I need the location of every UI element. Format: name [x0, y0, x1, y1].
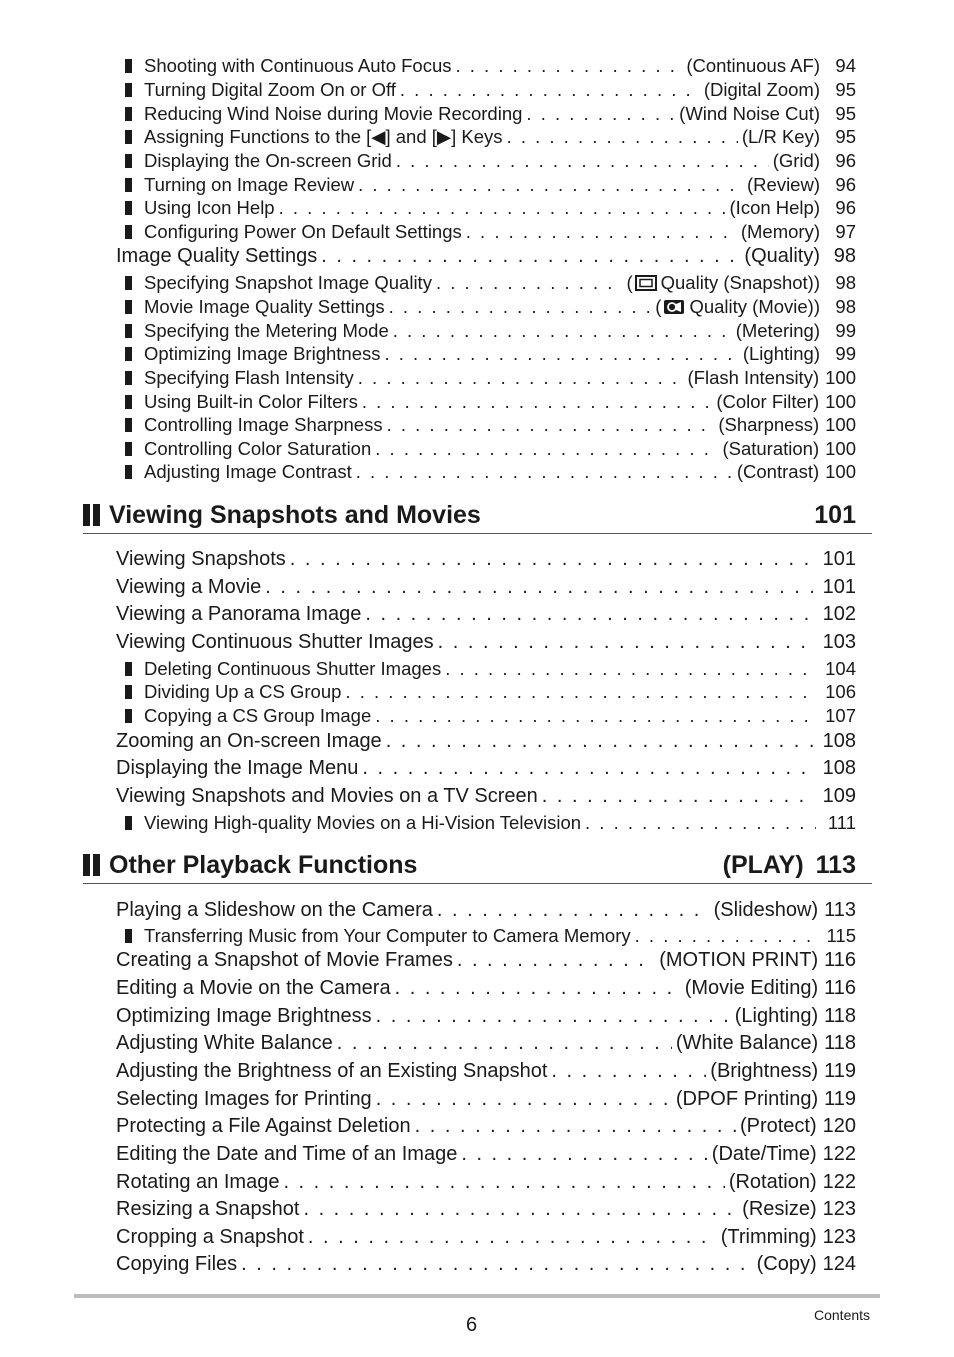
entry-ref: (Saturation) [722, 438, 820, 459]
toc-entry[interactable] [116, 1086, 856, 1113]
entry-page: 100 [825, 438, 856, 459]
entry-title: Displaying the On-screen Grid [144, 150, 392, 171]
toc-entry[interactable] [125, 295, 856, 318]
leader-dots [389, 295, 652, 318]
entry-ref: (Icon Help) [729, 197, 820, 218]
leader-dots [396, 149, 769, 172]
leader-dots [526, 102, 675, 125]
entry-title: Using Built-in Color Filters [144, 391, 358, 412]
leader-dots [466, 220, 737, 243]
entry-title: Resizing a Snapshot [116, 1198, 300, 1220]
entry-page: 101 [822, 548, 856, 570]
toc-entry[interactable] [116, 1141, 856, 1168]
leader-dots [507, 125, 738, 148]
entry-page: 119 [824, 1088, 856, 1110]
bullet-icon [125, 107, 132, 121]
leader-dots [362, 755, 812, 782]
entry-title: Cropping a Snapshot [116, 1226, 304, 1248]
leader-dots [635, 924, 816, 947]
entry-page: 123 [822, 1226, 856, 1248]
toc-entry[interactable] [125, 173, 856, 196]
toc-entry[interactable] [125, 413, 856, 436]
entry-page: 97 [835, 221, 856, 242]
entry-page: 101 [822, 576, 856, 598]
toc-entry[interactable] [125, 220, 856, 243]
entry-title: Specifying the Metering Mode [144, 320, 389, 341]
entry-ref: (Protect) [739, 1115, 817, 1137]
toc-entry[interactable] [116, 755, 856, 782]
leader-dots [585, 811, 816, 834]
entry-title: Editing the Date and Time of an Image [116, 1143, 458, 1165]
leader-dots [290, 546, 813, 573]
leader-dots [456, 54, 683, 77]
entry-title: Viewing Snapshots [116, 548, 286, 570]
toc-entry[interactable] [125, 390, 856, 413]
toc-entry[interactable] [125, 125, 856, 148]
entry-page: 122 [822, 1171, 856, 1193]
leader-dots [415, 1113, 736, 1140]
leader-dots [283, 1169, 724, 1196]
entry-title: Optimizing Image Brightness [144, 343, 381, 364]
entry-title: Adjusting the Brightness of an Existing Snapshot [116, 1060, 548, 1082]
toc-entry[interactable] [125, 657, 856, 680]
bullet-icon [125, 685, 132, 699]
leader-dots [265, 574, 812, 601]
movie-icon [663, 299, 685, 315]
leader-dots [437, 897, 710, 924]
leader-dots [375, 704, 815, 727]
entry-title: Editing a Movie on the Camera [116, 977, 391, 999]
entry-page: 118 [824, 1005, 856, 1027]
entry-page: 98 [835, 296, 856, 317]
entry-page: 95 [835, 79, 856, 100]
leader-dots [358, 366, 684, 389]
entry-ref: (Sharpness) [718, 414, 820, 435]
entry-title: Deleting Continuous Shutter Images [144, 658, 442, 679]
entry-ref: (Movie Editing) [684, 977, 819, 999]
toc-entry[interactable] [125, 319, 856, 342]
bullet-icon [125, 816, 132, 830]
entry-title: Viewing a Movie [116, 576, 262, 598]
toc-entry[interactable] [125, 366, 856, 389]
entry-title: Viewing Continuous Shutter Images [116, 631, 434, 653]
toc-entry[interactable] [125, 680, 856, 703]
entry-ref: (Contrast) [736, 461, 820, 482]
entry-ref: (Copy) [756, 1253, 817, 1275]
leader-dots [321, 243, 740, 270]
entry-page: 98 [835, 272, 856, 293]
entry-title: Configuring Power On Default Settings [144, 221, 462, 242]
entry-title: Zooming an On-screen Image [116, 730, 382, 752]
leader-dots [241, 1251, 752, 1278]
entry-page: 95 [835, 126, 856, 147]
entry-page: 123 [822, 1198, 856, 1220]
entry-title: Turning on Image Review [144, 174, 355, 195]
entry-title: Controlling Color Saturation [144, 438, 372, 459]
leader-dots [337, 1030, 672, 1057]
toc-entry[interactable] [116, 601, 856, 628]
entry-title: Viewing Snapshots and Movies on a TV Screen [116, 785, 538, 807]
toc-entry[interactable] [116, 1058, 856, 1085]
entry-title: Dividing Up a CS Group [144, 681, 342, 702]
entry-page: 100 [825, 367, 856, 388]
entry-page: 124 [822, 1253, 856, 1275]
entry-page: 122 [822, 1143, 856, 1165]
toc-entry[interactable] [116, 546, 856, 573]
leader-dots [395, 975, 681, 1002]
section-page: 113 [815, 850, 856, 879]
entry-title: Copying a CS Group Image [144, 705, 372, 726]
bullet-icon [125, 59, 132, 73]
entry-title: Selecting Images for Printing [116, 1088, 372, 1110]
bullet-icon [125, 465, 132, 479]
bullet-icon [125, 662, 132, 676]
entry-title: Turning Digital Zoom On or Off [144, 79, 396, 100]
leader-dots [358, 173, 743, 196]
leader-dots [551, 1058, 706, 1085]
leader-dots [542, 783, 813, 810]
entry-title: Creating a Snapshot of Movie Frames [116, 949, 453, 971]
bullet-icon [125, 225, 132, 239]
entry-title: Copying Files [116, 1253, 238, 1275]
entry-ref: (Review) [747, 174, 820, 195]
leader-dots [356, 460, 733, 483]
entry-ref: (Lighting) [742, 343, 820, 364]
entry-page: 100 [825, 461, 856, 482]
entry-ref: (Wind Noise Cut) [679, 103, 820, 124]
entry-ref: (Digital Zoom) [703, 79, 820, 100]
leader-dots [362, 390, 713, 413]
entry-page: 113 [824, 899, 856, 921]
bullet-icon [125, 418, 132, 432]
bullet-icon [125, 395, 132, 409]
entry-ref: (Metering) [735, 320, 820, 341]
toc-entry[interactable] [116, 897, 856, 924]
leader-dots [461, 1141, 707, 1168]
leader-dots [303, 1196, 738, 1223]
toc-entry[interactable] [116, 783, 856, 810]
entry-page: 102 [822, 603, 856, 625]
entry-page: 108 [822, 757, 856, 779]
entry-page: 120 [822, 1115, 856, 1137]
bullet-icon [125, 178, 132, 192]
entry-page: 99 [835, 320, 856, 341]
entry-title: Reducing Wind Noise during Movie Recording [144, 103, 523, 124]
entry-title: Shooting with Continuous Auto Focus [144, 55, 452, 76]
entry-page: 100 [825, 391, 856, 412]
entry-title: Optimizing Image Brightness [116, 1005, 372, 1027]
leader-dots [438, 629, 813, 656]
entry-page: 104 [825, 658, 856, 679]
entry-title: Assigning Functions to the [◀] and [▶] Keys [144, 126, 503, 147]
entry-ref: (Slideshow) [713, 899, 819, 921]
section-heading-viewing[interactable] [83, 497, 872, 534]
entry-page: 118 [824, 1032, 856, 1054]
toc-entry[interactable] [116, 728, 856, 755]
leader-dots [365, 601, 812, 628]
entry-title: Displaying the Image Menu [116, 757, 359, 779]
entry-title: Protecting a File Against Deletion [116, 1115, 411, 1137]
entry-title: Movie Image Quality Settings [144, 296, 385, 317]
entry-ref: (L/R Key) [741, 126, 820, 147]
entry-ref: (MOTION PRINT) [659, 949, 819, 971]
entry-page: 103 [822, 631, 856, 653]
leader-dots [400, 78, 700, 101]
bullet-icon [125, 442, 132, 456]
entry-ref: ( Quality (Snapshot)) [626, 272, 820, 293]
entry-title: Adjusting Image Contrast [144, 461, 352, 482]
snapshot-icon [635, 275, 657, 291]
toc-entry[interactable] [125, 54, 856, 77]
entry-ref: (Quality) [744, 245, 820, 267]
toc-entry[interactable] [125, 78, 856, 101]
entry-page: 96 [835, 150, 856, 171]
entry-ref: (Color Filter) [716, 391, 820, 412]
leader-dots [436, 271, 623, 294]
section-marker-icon [83, 504, 100, 526]
entry-page: 107 [825, 705, 856, 726]
entry-page: 100 [825, 414, 856, 435]
entry-page: 98 [833, 245, 856, 267]
toc-entry[interactable] [116, 574, 856, 601]
entry-title: Specifying Snapshot Image Quality [144, 272, 432, 293]
toc-entry[interactable] [125, 149, 856, 172]
entry-title: Viewing High-quality Movies on a Hi-Vision Television [144, 812, 582, 833]
entry-ref: (Lighting) [734, 1005, 819, 1027]
leader-dots [375, 437, 718, 460]
entry-page: 116 [824, 949, 856, 971]
entry-ref: (Trimming) [720, 1226, 817, 1248]
entry-ref: (Resize) [742, 1198, 817, 1220]
bullet-icon [125, 324, 132, 338]
leader-dots [376, 1086, 672, 1113]
entry-page: 94 [835, 55, 856, 76]
toc-entry[interactable] [125, 342, 856, 365]
leader-dots [279, 196, 726, 219]
entry-title: Image Quality Settings [116, 245, 318, 267]
entry-ref: (Memory) [740, 221, 820, 242]
toc-entry[interactable] [125, 437, 856, 460]
leader-dots [308, 1224, 717, 1251]
toc-entry[interactable] [125, 196, 856, 219]
entry-title: Rotating an Image [116, 1171, 280, 1193]
leader-dots [393, 319, 732, 342]
entry-ref: (Continuous AF) [686, 55, 820, 76]
toc-entry[interactable] [116, 1030, 856, 1057]
toc-entry[interactable] [125, 460, 856, 483]
toc-entry[interactable] [116, 1224, 856, 1251]
entry-page: 96 [835, 174, 856, 195]
bullet-icon [125, 929, 132, 943]
leader-dots [387, 413, 715, 436]
entry-title: Playing a Slideshow on the Camera [116, 899, 433, 921]
toc-entry[interactable] [116, 1196, 856, 1223]
toc-entry-image-quality[interactable] [116, 243, 856, 270]
entry-page: 95 [835, 103, 856, 124]
toc-entry[interactable] [125, 102, 856, 125]
entry-page: 106 [825, 681, 856, 702]
leader-dots [385, 342, 739, 365]
bullet-icon [125, 709, 132, 723]
entry-page: 116 [824, 977, 856, 999]
toc-entry[interactable] [116, 947, 856, 974]
leader-dots [376, 1003, 731, 1030]
entry-title: Transferring Music from Your Computer to Camera Memory [144, 925, 631, 946]
toc-entry[interactable] [116, 1251, 856, 1278]
entry-title: Specifying Flash Intensity [144, 367, 354, 388]
entry-ref: (Brightness) [710, 1060, 819, 1082]
footer-divider [74, 1294, 880, 1298]
section-heading-playback[interactable] [83, 847, 872, 884]
bullet-icon [125, 347, 132, 361]
bullet-icon [125, 276, 132, 290]
toc-entry[interactable] [116, 629, 856, 656]
section-title: Viewing Snapshots and Movies [109, 500, 481, 529]
entry-title: Controlling Image Sharpness [144, 414, 383, 435]
entry-ref: (White Balance) [675, 1032, 819, 1054]
leader-dots [445, 657, 815, 680]
toc-entry[interactable] [125, 811, 856, 834]
entry-page: 96 [835, 197, 856, 218]
toc-entry[interactable] [125, 271, 856, 294]
toc-entry[interactable] [116, 975, 856, 1002]
entry-page: 111 [827, 812, 856, 833]
entry-page: 99 [835, 343, 856, 364]
section-ref: (PLAY) [722, 850, 804, 879]
entry-ref: (DPOF Printing) [675, 1088, 819, 1110]
entry-ref: (Date/Time) [711, 1143, 817, 1165]
footer-label: Contents [814, 1307, 871, 1323]
entry-title: Adjusting White Balance [116, 1032, 333, 1054]
bullet-icon [125, 201, 132, 215]
section-page: 101 [814, 500, 856, 529]
entry-ref: ( Quality (Movie)) [655, 296, 820, 317]
entry-page: 119 [824, 1060, 856, 1082]
toc-entry[interactable] [125, 704, 856, 727]
leader-dots [386, 728, 813, 755]
toc-entry[interactable] [116, 1003, 856, 1030]
entry-title: Viewing a Panorama Image [116, 603, 362, 625]
leader-dots [457, 947, 655, 974]
entry-page: 109 [822, 785, 856, 807]
leader-dots [345, 680, 815, 703]
entry-ref: (Flash Intensity) [687, 367, 820, 388]
bullet-icon [125, 130, 132, 144]
section-title: Other Playback Functions [109, 850, 418, 879]
entry-page: 115 [826, 925, 856, 946]
entry-title: Using Icon Help [144, 197, 275, 218]
bullet-icon [125, 154, 132, 168]
entry-page: 108 [822, 730, 856, 752]
entry-ref: (Grid) [772, 150, 820, 171]
section-marker-icon [83, 854, 100, 876]
page-number: 6 [466, 1314, 478, 1336]
bullet-icon [125, 83, 132, 97]
toc-entry[interactable] [125, 924, 856, 947]
toc-entry[interactable] [116, 1169, 856, 1196]
toc-entry[interactable] [116, 1113, 856, 1140]
bullet-icon [125, 371, 132, 385]
entry-ref: (Rotation) [728, 1171, 817, 1193]
bullet-icon [125, 300, 132, 314]
